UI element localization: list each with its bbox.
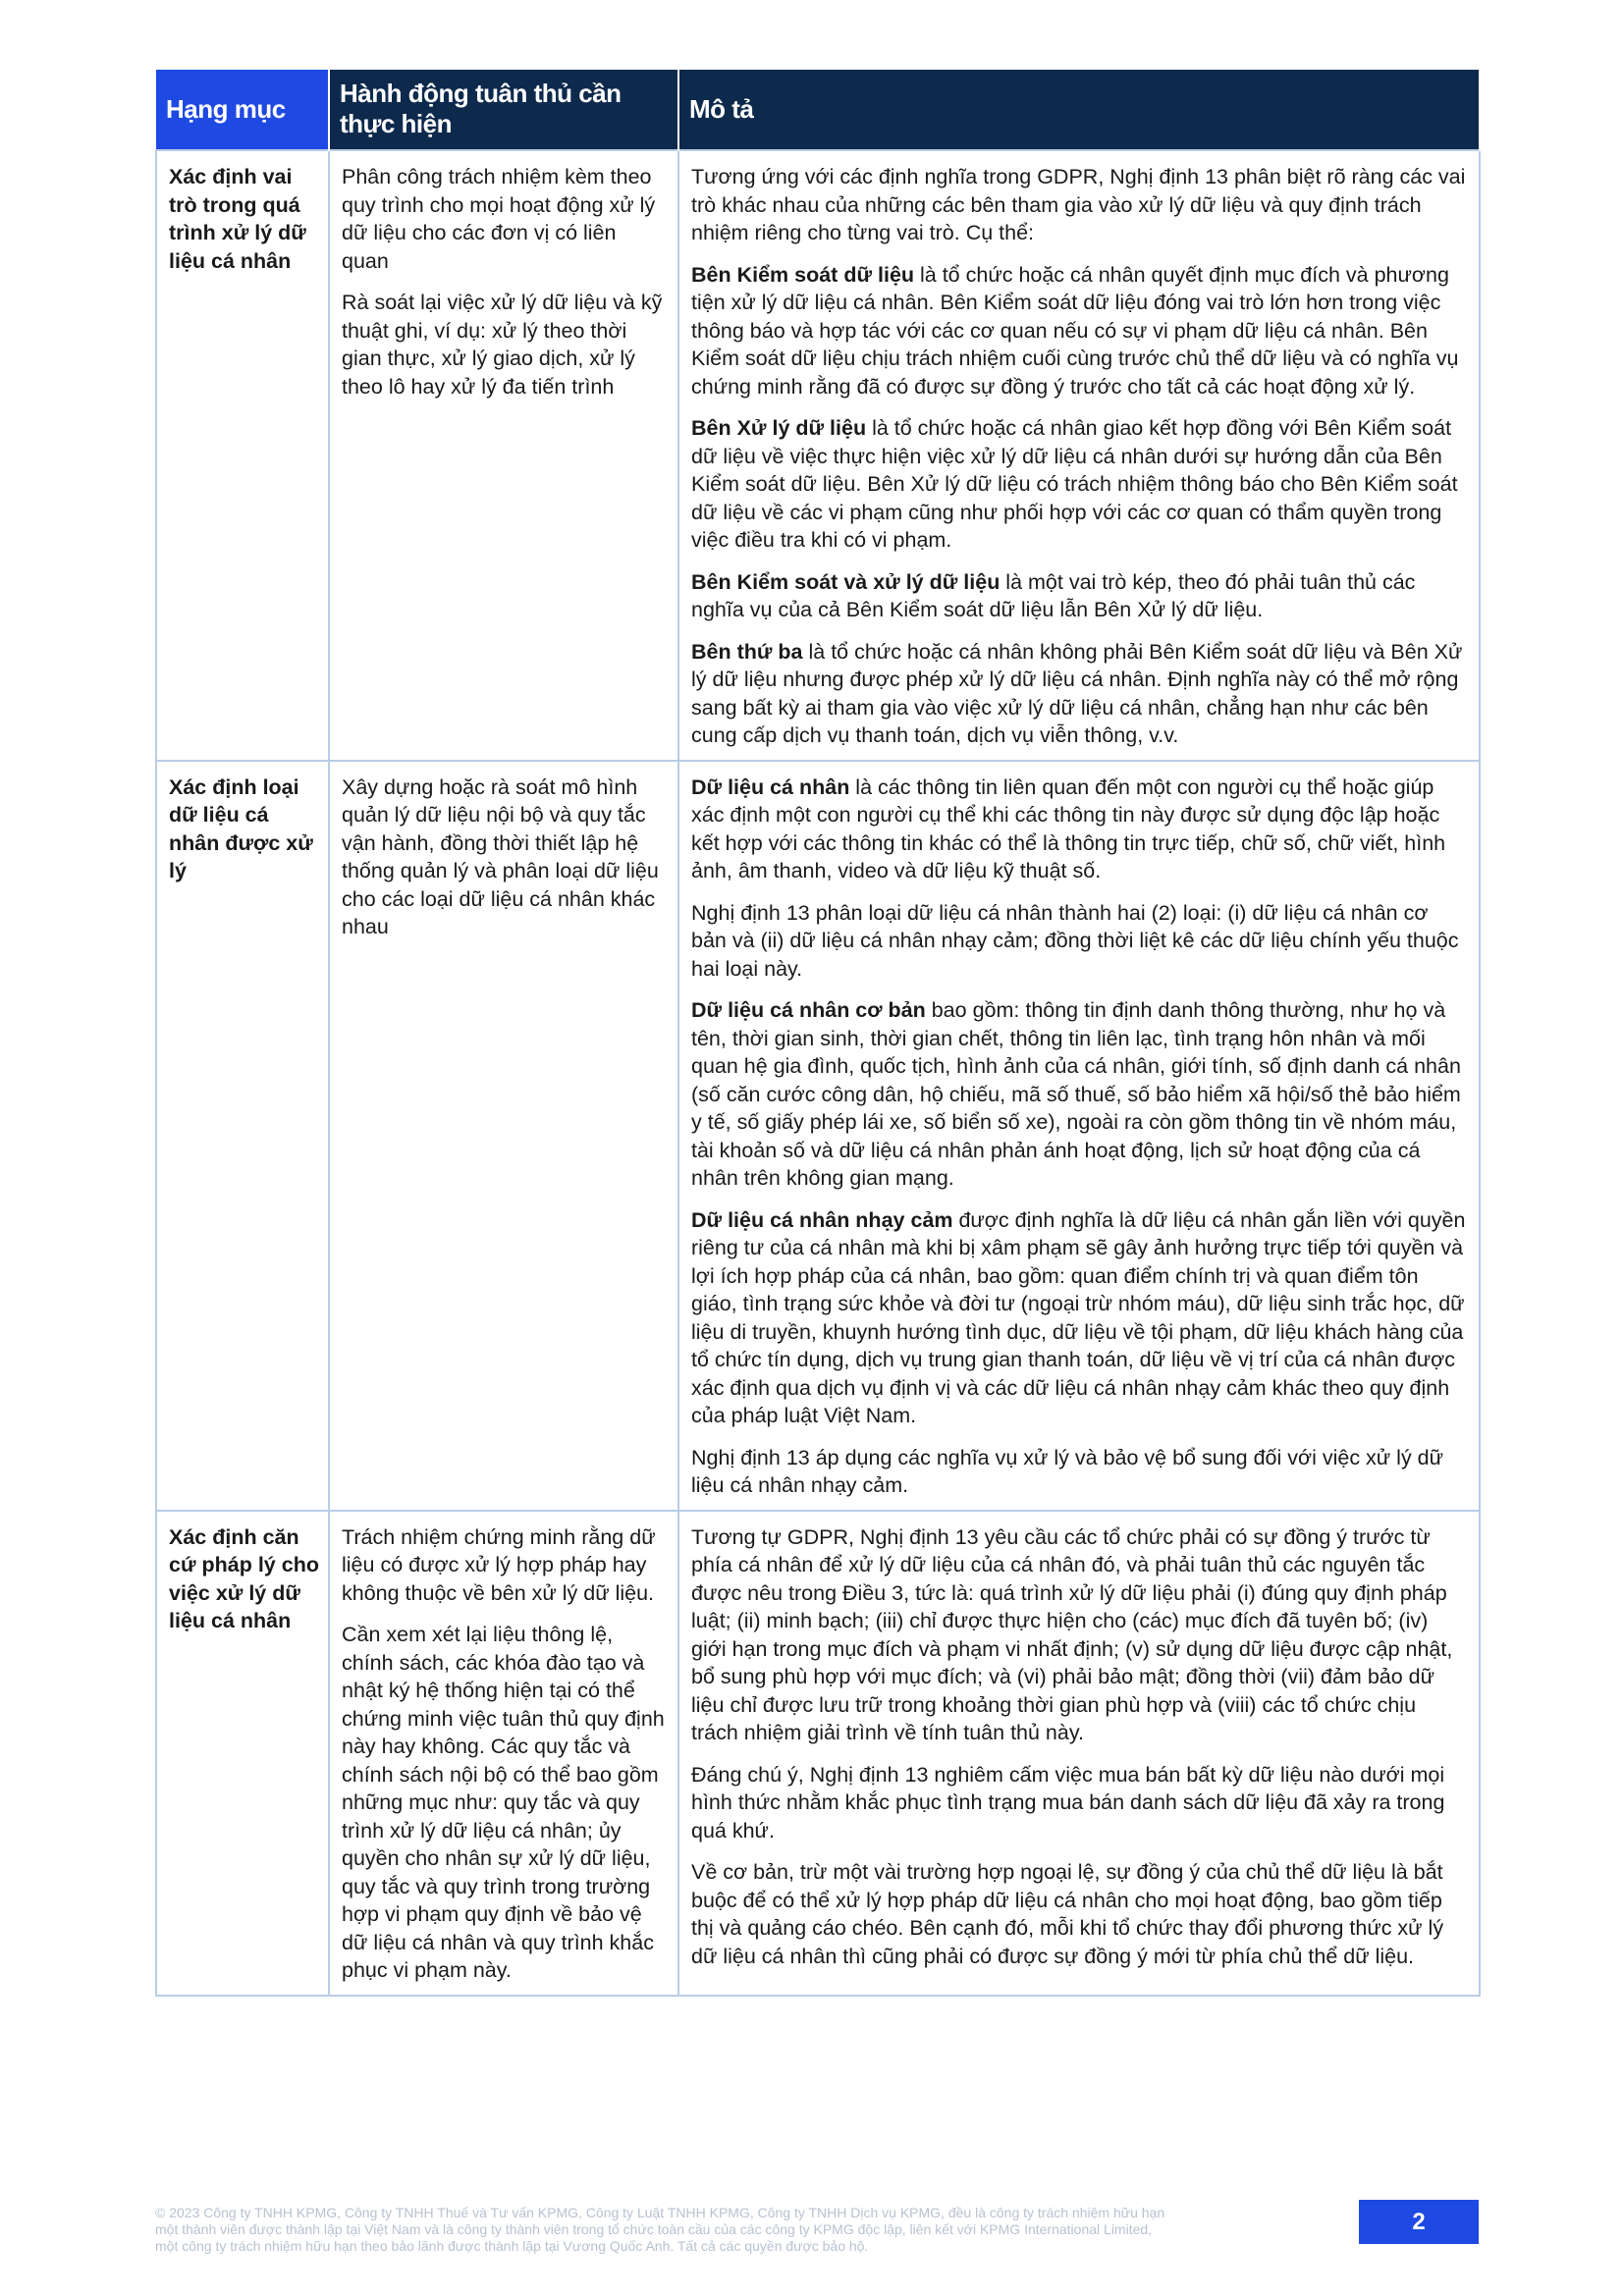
term: Dữ liệu cá nhân nhạy cảm — [691, 1207, 953, 1232]
table-row — [156, 150, 1480, 761]
paragraph-text: là các thông tin liên quan đến một con người cụ thể hoặc giúp xác định một con người cụ thể khi các thông tin này được sử dụng độc lập hoặc kết hợp với các thông tin khác có thể là thông tin trực tiếp, chữ số, chữ viết, hình ảnh, âm thanh, video và dữ liệu kỹ thuật số. — [691, 774, 1446, 882]
paragraph-text: Nghị định 13 áp dụng các nghĩa vụ xử lý và bảo vệ bổ sung đối với việc xử lý dữ liệu cá nhân nhạy cảm. — [691, 1445, 1444, 1497]
paragraph-text: là tổ chức hoặc cá nhân không phải Bên Kiểm soát dữ liệu và Bên Xử lý dữ liệu nhưng được phép xử lý dữ liệu cá nhân. Định nghĩa này có thể mở rộng sang bất kỳ ai tham gia vào việc xử lý dữ liệu cá nhân, chẳng hạn như các bên cung cấp dịch vụ thanh toán, dịch vụ viễn thông, v.v. — [691, 639, 1463, 747]
paragraph-text: Tương tự GDPR, Nghị định 13 yêu cầu các tổ chức phải có sự đồng ý trước từ phía cá nhân để xử lý dữ liệu của cá nhân đó, và phải tuân thủ các nguyên tắc được nêu trong Điều 3, tức là: quá trình xử lý dữ liệu phải (i) đúng quy định pháp luật; (ii) minh bạch; (iii) chỉ được thực hiện cho (các) mục đích đã tuyên bố; (iv) giới hạn trong mục đích và phạm vi nhất định; (v) sử dụng dữ liệu được cập nhật, bổ sung phù hợp với mục đích; và (vi) phải bảo mật; đồng thời (vii) đảm bảo dữ liệu chỉ được lưu trữ trong khoảng thời gian phù hợp và (viii) các tổ chức chịu trách nhiệm giải trình về tính tuân thủ này. — [691, 1524, 1453, 1744]
term: Bên Xử lý dữ liệu — [691, 416, 867, 440]
paragraph-text: Đáng chú ý, Nghị định 13 nghiêm cấm việc mua bán bất kỳ dữ liệu nào dưới mọi hình thức nhằm khắc phục tình trạng mua bán danh sách dữ liệu đã xảy ra trong quá khứ. — [691, 1762, 1445, 1842]
paragraph-text: bao gồm: thông tin định danh thông thường, như họ và tên, thời gian sinh, thời gian chết, thông tin liên lạc, tình trạng hôn nhân và mối quan hệ gia đình, quốc tịch, hình ảnh của cá nhân, giới tính, số định danh cá nhân (số căn cước công dân, hộ chiếu, mã số thuế, số bảo hiểm xã hội/số thẻ bảo hiểm y tế, số giấy phép lái xe, số biển số xe), ngoài ra còn gồm thông tin về nhóm máu, tài khoản số và dữ liệu cá nhân phản ánh hoạt động, lịch sử hoạt động của cá nhân trên không gian mạng. — [691, 998, 1461, 1190]
row-category: Xác định loại dữ liệu cá nhân được xử lý — [156, 761, 329, 1511]
description-paragraph — [691, 996, 1467, 1193]
term: Bên Kiểm soát và xử lý dữ liệu — [691, 569, 1001, 594]
action-item: Xây dựng hoặc rà soát mô hình quản lý dữ liệu nội bộ và quy tắc vận hành, đồng thời thiết lập hệ thống quản lý và phân loại dữ liệu cho các loại dữ liệu cá nhân khác nhau — [342, 774, 659, 938]
row-actions — [329, 1511, 678, 1996]
paragraph-text: là một vai trò kép, theo đó phải tuân thủ các nghĩa vụ của cả Bên Kiểm soát dữ liệu lẫn Bên Xử lý dữ liệu. — [691, 569, 1416, 621]
row-description — [678, 1511, 1480, 1996]
header-category: Hạng mục — [156, 70, 329, 150]
action-item: Phân công trách nhiệm kèm theo quy trình cho mọi hoạt động xử lý dữ liệu cho các đơn vị có liên quan — [342, 165, 656, 273]
paragraph-text: Tương ứng với các định nghĩa trong GDPR, Nghị định 13 phân biệt rõ ràng các vai trò khác nhau của những các bên tham gia vào xử lý dữ liệu và quy định trách nhiệm riêng cho từng vai trò. Cụ thể: — [691, 165, 1466, 244]
row-category: Xác định căn cứ pháp lý cho việc xử lý dữ liệu cá nhân — [156, 1511, 329, 1996]
description-paragraph — [691, 774, 1467, 885]
compliance-table — [155, 70, 1481, 1997]
term: Dữ liệu cá nhân cơ bản — [691, 998, 926, 1022]
row-category: Xác định vai trò trong quá trình xử lý dữ liệu cá nhân — [156, 150, 329, 761]
table-row — [156, 761, 1480, 1511]
description-paragraph — [691, 638, 1467, 750]
description-paragraph — [691, 1444, 1467, 1500]
action-item: Trách nhiệm chứng minh rằng dữ liệu có được xử lý hợp pháp hay không thuộc về bên xử lý dữ liệu. — [342, 1524, 656, 1605]
paragraph-text: được định nghĩa là dữ liệu cá nhân gắn liền với quyền riêng tư của cá nhân mà khi bị xâm phạm sẽ gây ảnh hưởng trực tiếp tới quyền và lợi ích hợp pháp của cá nhân, bao gồm: quan điểm chính trị và quan điểm tôn giáo, tình trạng sức khỏe và đời tư (ngoại trừ nhóm máu), dữ liệu sinh trắc học, dữ liệu di truyền, khuynh hướng tình dục, dữ liệu về tội phạm, dữ liệu khách hàng của tổ chức tín dụng, dịch vụ trung gian thanh toán, dữ liệu về vị trí của cá nhân được xác định qua dịch vụ định vị và các dữ liệu cá nhân nhạy cảm khác theo quy định của pháp luật Việt Nam. — [691, 1207, 1466, 1427]
page-number-badge: 2 — [1359, 2200, 1479, 2244]
action-item: Cần xem xét lại liệu thông lệ, chính sách, các khóa đào tạo và nhật ký hệ thống hiện tại có thể chứng minh việc tuân thủ quy định này hay không. Các quy tắc và chính sách nội bộ có thể bao gồm những mục như: quy tắc và quy trình xử lý dữ liệu cá nhân; ủy quyền cho nhân sự xử lý dữ liệu, quy tắc và quy trình trong trường hợp vi phạm quy định về bảo vệ dữ liệu cá nhân và quy trình khắc phục vi phạm này. — [342, 1623, 665, 1982]
row-actions — [329, 150, 678, 761]
paragraph-text: Về cơ bản, trừ một vài trường hợp ngoại lệ, sự đồng ý của chủ thể dữ liệu là bắt buộc để có thể xử lý hợp pháp dữ liệu cá nhân cho mọi hoạt động, bao gồm tiếp thị và quảng cáo chéo. Bên cạnh đó, mỗi khi tổ chức thay đổi phương thức xử lý dữ liệu cá nhân thì cũng phải có được sự đồng ý mới từ phía chủ thể dữ liệu. — [691, 1860, 1444, 1968]
term: Dữ liệu cá nhân — [691, 774, 850, 799]
description-paragraph — [691, 414, 1467, 555]
header-actions: Hành động tuân thủ cần thực hiện — [329, 70, 678, 150]
row-description — [678, 150, 1480, 761]
description-paragraph — [691, 163, 1467, 247]
description-paragraph — [691, 1761, 1467, 1845]
term: Bên Kiểm soát dữ liệu — [691, 262, 915, 287]
description-paragraph — [691, 899, 1467, 984]
paragraph-text: Nghị định 13 phân loại dữ liệu cá nhân thành hai (2) loại: (i) dữ liệu cá nhân cơ bản và (ii) dữ liệu cá nhân nhạy cảm; đồng thời liệt kê các dữ liệu chính yếu thuộc hai loại này. — [691, 900, 1459, 981]
paragraph-text: là tổ chức hoặc cá nhân quyết định mục đích và phương tiện xử lý dữ liệu cá nhân. Bên Kiểm soát dữ liệu đóng vai trò lớn hơn trong việc thông báo và hợp tác với các cơ quan nếu có sự vi phạm dữ liệu cá nhân. Bên Kiểm soát dữ liệu chịu trách nhiệm cuối cùng trước chủ thể dữ liệu và có nghĩa vụ chứng minh rằng đã có được sự đồng ý trước cho tất cả các hoạt động xử lý. — [691, 262, 1459, 399]
term: Bên thứ ba — [691, 639, 803, 664]
description-paragraph — [691, 1858, 1467, 1970]
copyright-footer: © 2023 Công ty TNHH KPMG, Công ty TNHH Thuế và Tư vấn KPMG, Công ty Luật TNHH KPMG, Công ty TNHH Dịch vụ KPMG, đều là công ty trách nhiệm hữu hạn một thành viên được thành lập tại Việt Nam và là công ty thành viên trong tổ chức toàn cầu của các công ty KPMG độc lập, liên kết với KPMG International Limited, một công ty trách nhiệm hữu hạn theo bảo lãnh được thành lập tại Vương Quốc Anh. Tất cả các quyền được bảo hộ. — [155, 2205, 1165, 2254]
action-item: Rà soát lại việc xử lý dữ liệu và kỹ thuật ghi, ví dụ: xử lý theo thời gian thực, xử lý giao dịch, xử lý theo lô hay xử lý đa tiến trình — [342, 291, 663, 399]
row-actions — [329, 761, 678, 1511]
description-paragraph — [691, 1206, 1467, 1430]
description-paragraph — [691, 1523, 1467, 1747]
description-paragraph — [691, 568, 1467, 624]
table-row — [156, 1511, 1480, 1996]
row-description — [678, 761, 1480, 1511]
header-description: Mô tả — [678, 70, 1480, 150]
description-paragraph — [691, 261, 1467, 401]
table-header-row — [156, 70, 1480, 150]
paragraph-text: là tổ chức hoặc cá nhân giao kết hợp đồng với Bên Kiểm soát dữ liệu về việc thực hiện việc xử lý dữ liệu cá nhân dưới sự hướng dẫn của Bên Kiểm soát dữ liệu. Bên Xử lý dữ liệu có trách nhiệm thông báo cho Bên Kiểm soát dữ liệu về các vi phạm cũng như phối hợp với các cơ quan có thẩm quyền trong việc điều tra khi có vi phạm. — [691, 416, 1458, 552]
